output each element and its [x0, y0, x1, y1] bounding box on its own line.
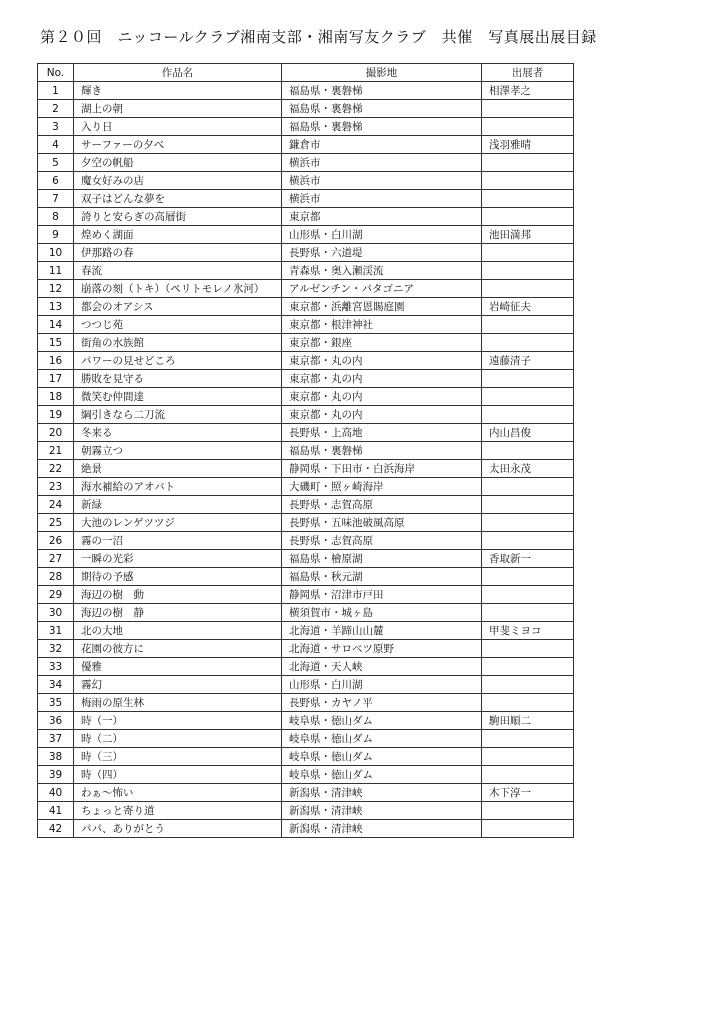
exhibitor-cell — [482, 532, 574, 550]
table-row — [38, 694, 574, 712]
table-row — [38, 442, 574, 460]
row-number-cell: 36 — [38, 712, 74, 730]
table-row — [38, 208, 574, 226]
exhibitor-cell: 岩崎征夫 — [482, 298, 574, 316]
location-cell: 横須賀市・城ヶ島 — [282, 604, 482, 622]
work-title-cell: 双子はどんな夢を — [74, 190, 282, 208]
exhibitor-cell — [482, 316, 574, 334]
location-cell: 福島県・裏磐梯 — [282, 82, 482, 100]
location-cell: 山形県・白川湖 — [282, 676, 482, 694]
row-number-cell: 16 — [38, 352, 74, 370]
work-title-cell: 梅雨の原生林 — [74, 694, 282, 712]
table-row — [38, 82, 574, 100]
table-row — [38, 370, 574, 388]
row-number-cell: 14 — [38, 316, 74, 334]
work-title-cell: 絶景 — [74, 460, 282, 478]
exhibitor-cell — [482, 586, 574, 604]
work-title-cell: 北の大地 — [74, 622, 282, 640]
exhibitor-cell — [482, 190, 574, 208]
location-cell: 長野県・六道堤 — [282, 244, 482, 262]
row-number-cell: 32 — [38, 640, 74, 658]
catalog-table — [37, 63, 574, 838]
row-number-cell: 33 — [38, 658, 74, 676]
table-row — [38, 262, 574, 280]
work-title-cell: 綱引きなら二刀流 — [74, 406, 282, 424]
work-title-cell: 崩落の刻（トキ）（ペリトモレノ氷河） — [74, 280, 282, 298]
exhibitor-cell — [482, 334, 574, 352]
work-title-cell: 冬来る — [74, 424, 282, 442]
exhibitor-cell — [482, 748, 574, 766]
exhibitor-cell — [482, 118, 574, 136]
work-title-cell: 微笑む仲間達 — [74, 388, 282, 406]
table-row — [38, 568, 574, 586]
row-number-cell: 11 — [38, 262, 74, 280]
row-number-cell: 15 — [38, 334, 74, 352]
work-title-cell: 勝敗を見守る — [74, 370, 282, 388]
location-cell: アルゼンチン・パタゴニア — [282, 280, 482, 298]
exhibitor-cell — [482, 604, 574, 622]
table-row — [38, 478, 574, 496]
location-cell: 静岡県・下田市・白浜海岸 — [282, 460, 482, 478]
work-title-cell: 時（四） — [74, 766, 282, 784]
work-title-cell: サーファーの夕べ — [74, 136, 282, 154]
location-cell: 静岡県・沼津市戸田 — [282, 586, 482, 604]
location-cell: 東京都・根津神社 — [282, 316, 482, 334]
work-title-cell: 霧幻 — [74, 676, 282, 694]
row-number-cell: 10 — [38, 244, 74, 262]
work-title-cell: つつじ苑 — [74, 316, 282, 334]
exhibitor-cell — [482, 820, 574, 838]
table-row — [38, 352, 574, 370]
exhibitor-cell: 池田満邦 — [482, 226, 574, 244]
row-number-cell: 23 — [38, 478, 74, 496]
exhibitor-cell — [482, 496, 574, 514]
location-cell: 長野県・カヤノ平 — [282, 694, 482, 712]
location-cell: 山形県・白川湖 — [282, 226, 482, 244]
table-row — [38, 316, 574, 334]
exhibitor-cell — [482, 406, 574, 424]
work-title-cell: 街角の水族館 — [74, 334, 282, 352]
table-row — [38, 820, 574, 838]
location-cell: 福島県・裏磐梯 — [282, 118, 482, 136]
work-title-cell: 時（三） — [74, 748, 282, 766]
work-title-cell: 一瞬の光彩 — [74, 550, 282, 568]
location-cell: 岐阜県・徳山ダム — [282, 766, 482, 784]
exhibitor-cell: 太田永茂 — [482, 460, 574, 478]
row-number-cell: 20 — [38, 424, 74, 442]
row-number-cell: 28 — [38, 568, 74, 586]
work-title-cell: 海水補給のアオバト — [74, 478, 282, 496]
location-cell: 長野県・志賀高原 — [282, 496, 482, 514]
row-number-cell: 2 — [38, 100, 74, 118]
row-number-cell: 25 — [38, 514, 74, 532]
row-number-cell: 1 — [38, 82, 74, 100]
location-cell: 長野県・志賀高原 — [282, 532, 482, 550]
work-title-cell: 煌めく湖面 — [74, 226, 282, 244]
work-title-cell: 時（二） — [74, 730, 282, 748]
exhibitor-cell — [482, 370, 574, 388]
exhibitor-cell — [482, 802, 574, 820]
exhibitor-cell: 香取新一 — [482, 550, 574, 568]
exhibitor-cell: 木下淳一 — [482, 784, 574, 802]
row-number-cell: 12 — [38, 280, 74, 298]
table-row — [38, 334, 574, 352]
row-number-cell: 19 — [38, 406, 74, 424]
location-cell: 新潟県・清津峡 — [282, 802, 482, 820]
table-row — [38, 244, 574, 262]
row-number-cell: 42 — [38, 820, 74, 838]
exhibitor-cell — [482, 640, 574, 658]
work-title-cell: わぁ～怖い — [74, 784, 282, 802]
row-number-cell: 31 — [38, 622, 74, 640]
table-row — [38, 190, 574, 208]
location-cell: 岐阜県・徳山ダム — [282, 748, 482, 766]
location-cell: 横浜市 — [282, 154, 482, 172]
location-cell: 長野県・上高地 — [282, 424, 482, 442]
row-number-cell: 34 — [38, 676, 74, 694]
exhibitor-cell: 浅羽雅晴 — [482, 136, 574, 154]
exhibitor-cell — [482, 676, 574, 694]
location-cell: 東京都・丸の内 — [282, 406, 482, 424]
work-title-cell: 優雅 — [74, 658, 282, 676]
table-row — [38, 514, 574, 532]
row-number-cell: 30 — [38, 604, 74, 622]
exhibitor-cell — [482, 694, 574, 712]
table-row — [38, 676, 574, 694]
work-title-cell: 春流 — [74, 262, 282, 280]
exhibitor-cell — [482, 478, 574, 496]
table-row — [38, 550, 574, 568]
location-cell: 青森県・奥入瀬渓流 — [282, 262, 482, 280]
table-row — [38, 802, 574, 820]
table-row — [38, 586, 574, 604]
work-title-cell: 時（一） — [74, 712, 282, 730]
table-row — [38, 136, 574, 154]
row-number-cell: 22 — [38, 460, 74, 478]
work-title-cell: 大池のレンゲツツジ — [74, 514, 282, 532]
location-cell: 岐阜県・徳山ダム — [282, 730, 482, 748]
row-number-cell: 7 — [38, 190, 74, 208]
table-header-row — [38, 64, 574, 82]
table-row — [38, 118, 574, 136]
table-row — [38, 172, 574, 190]
location-cell: 東京都・銀座 — [282, 334, 482, 352]
work-title-cell: 霧の一沼 — [74, 532, 282, 550]
row-number-cell: 24 — [38, 496, 74, 514]
row-number-cell: 4 — [38, 136, 74, 154]
row-number-cell: 18 — [38, 388, 74, 406]
location-cell: 福島県・秋元湖 — [282, 568, 482, 586]
table-row — [38, 658, 574, 676]
location-cell: 横浜市 — [282, 190, 482, 208]
row-number-cell: 35 — [38, 694, 74, 712]
exhibitor-cell — [482, 172, 574, 190]
table-row — [38, 388, 574, 406]
table-row — [38, 730, 574, 748]
table-row — [38, 406, 574, 424]
work-title-cell: 魔女好みの店 — [74, 172, 282, 190]
row-number-cell: 17 — [38, 370, 74, 388]
exhibitor-cell — [482, 100, 574, 118]
table-row — [38, 640, 574, 658]
work-title-cell: 花園の彼方に — [74, 640, 282, 658]
exhibitor-cell: 相澤孝之 — [482, 82, 574, 100]
row-number-cell: 40 — [38, 784, 74, 802]
location-cell: 新潟県・清津峡 — [282, 784, 482, 802]
table-row — [38, 280, 574, 298]
exhibitor-cell — [482, 730, 574, 748]
location-cell: 東京都・浜離宮恩賜庭園 — [282, 298, 482, 316]
work-title-cell: 伊那路の春 — [74, 244, 282, 262]
table-row — [38, 424, 574, 442]
location-cell: 東京都 — [282, 208, 482, 226]
row-number-cell: 6 — [38, 172, 74, 190]
work-title-cell: 夕空の帆船 — [74, 154, 282, 172]
location-cell: 東京都・丸の内 — [282, 388, 482, 406]
work-title-cell: 期待の予感 — [74, 568, 282, 586]
table-row — [38, 604, 574, 622]
exhibitor-cell — [482, 514, 574, 532]
table-row — [38, 532, 574, 550]
work-title-cell: 誇りと安らぎの高層街 — [74, 208, 282, 226]
row-number-cell: 26 — [38, 532, 74, 550]
table-row — [38, 622, 574, 640]
exhibitor-cell: 駒田順二 — [482, 712, 574, 730]
location-cell: 福島県・裏磐梯 — [282, 100, 482, 118]
exhibitor-cell — [482, 568, 574, 586]
table-row — [38, 712, 574, 730]
row-number-cell: 27 — [38, 550, 74, 568]
location-cell: 東京都・丸の内 — [282, 370, 482, 388]
location-cell: 大磯町・照ヶ崎海岸 — [282, 478, 482, 496]
table-body — [38, 82, 574, 838]
header-location: 撮影地 — [282, 64, 482, 82]
header-no: No. — [38, 64, 74, 82]
location-cell: 岐阜県・徳山ダム — [282, 712, 482, 730]
work-title-cell: 朝霧立つ — [74, 442, 282, 460]
location-cell: 東京都・丸の内 — [282, 352, 482, 370]
work-title-cell: 湖上の朝 — [74, 100, 282, 118]
work-title-cell: 海辺の樹 動 — [74, 586, 282, 604]
exhibitor-cell — [482, 154, 574, 172]
table-row — [38, 154, 574, 172]
exhibitor-cell: 甲斐ミヨコ — [482, 622, 574, 640]
location-cell: 鎌倉市 — [282, 136, 482, 154]
table-row — [38, 460, 574, 478]
exhibitor-cell — [482, 262, 574, 280]
exhibitor-cell — [482, 244, 574, 262]
work-title-cell: ちょっと寄り道 — [74, 802, 282, 820]
row-number-cell: 21 — [38, 442, 74, 460]
header-exhibitor: 出展者 — [482, 64, 574, 82]
header-title: 作品名 — [74, 64, 282, 82]
work-title-cell: 入り日 — [74, 118, 282, 136]
location-cell: 福島県・檜原湖 — [282, 550, 482, 568]
table-row — [38, 748, 574, 766]
location-cell: 福島県・裏磐梯 — [282, 442, 482, 460]
work-title-cell: 輝き — [74, 82, 282, 100]
row-number-cell: 37 — [38, 730, 74, 748]
row-number-cell: 41 — [38, 802, 74, 820]
table-row — [38, 496, 574, 514]
row-number-cell: 39 — [38, 766, 74, 784]
location-cell: 横浜市 — [282, 172, 482, 190]
work-title-cell: 新緑 — [74, 496, 282, 514]
exhibitor-cell — [482, 658, 574, 676]
work-title-cell: 海辺の樹 静 — [74, 604, 282, 622]
work-title-cell: 都会のオアシス — [74, 298, 282, 316]
work-title-cell: パパ、ありがとう — [74, 820, 282, 838]
exhibitor-cell: 遠藤清子 — [482, 352, 574, 370]
table-row — [38, 298, 574, 316]
row-number-cell: 9 — [38, 226, 74, 244]
exhibitor-cell: 内山昌俊 — [482, 424, 574, 442]
location-cell: 北海道・サロベツ原野 — [282, 640, 482, 658]
row-number-cell: 5 — [38, 154, 74, 172]
table-row — [38, 784, 574, 802]
row-number-cell: 38 — [38, 748, 74, 766]
exhibitor-cell — [482, 766, 574, 784]
exhibitor-cell — [482, 442, 574, 460]
exhibitor-cell — [482, 208, 574, 226]
location-cell: 北海道・天人峡 — [282, 658, 482, 676]
location-cell: 長野県・五味池破風高原 — [282, 514, 482, 532]
location-cell: 新潟県・清津峡 — [282, 820, 482, 838]
page-title: 第２０回 ニッコールクラブ湘南支部・湘南写友クラブ 共催 写真展出展目録 — [40, 28, 597, 46]
row-number-cell: 13 — [38, 298, 74, 316]
exhibitor-cell — [482, 280, 574, 298]
work-title-cell: パワーの見せどころ — [74, 352, 282, 370]
row-number-cell: 29 — [38, 586, 74, 604]
exhibitor-cell — [482, 388, 574, 406]
row-number-cell: 3 — [38, 118, 74, 136]
table-row — [38, 100, 574, 118]
table-row — [38, 766, 574, 784]
location-cell: 北海道・羊蹄山山麓 — [282, 622, 482, 640]
row-number-cell: 8 — [38, 208, 74, 226]
table-row — [38, 226, 574, 244]
